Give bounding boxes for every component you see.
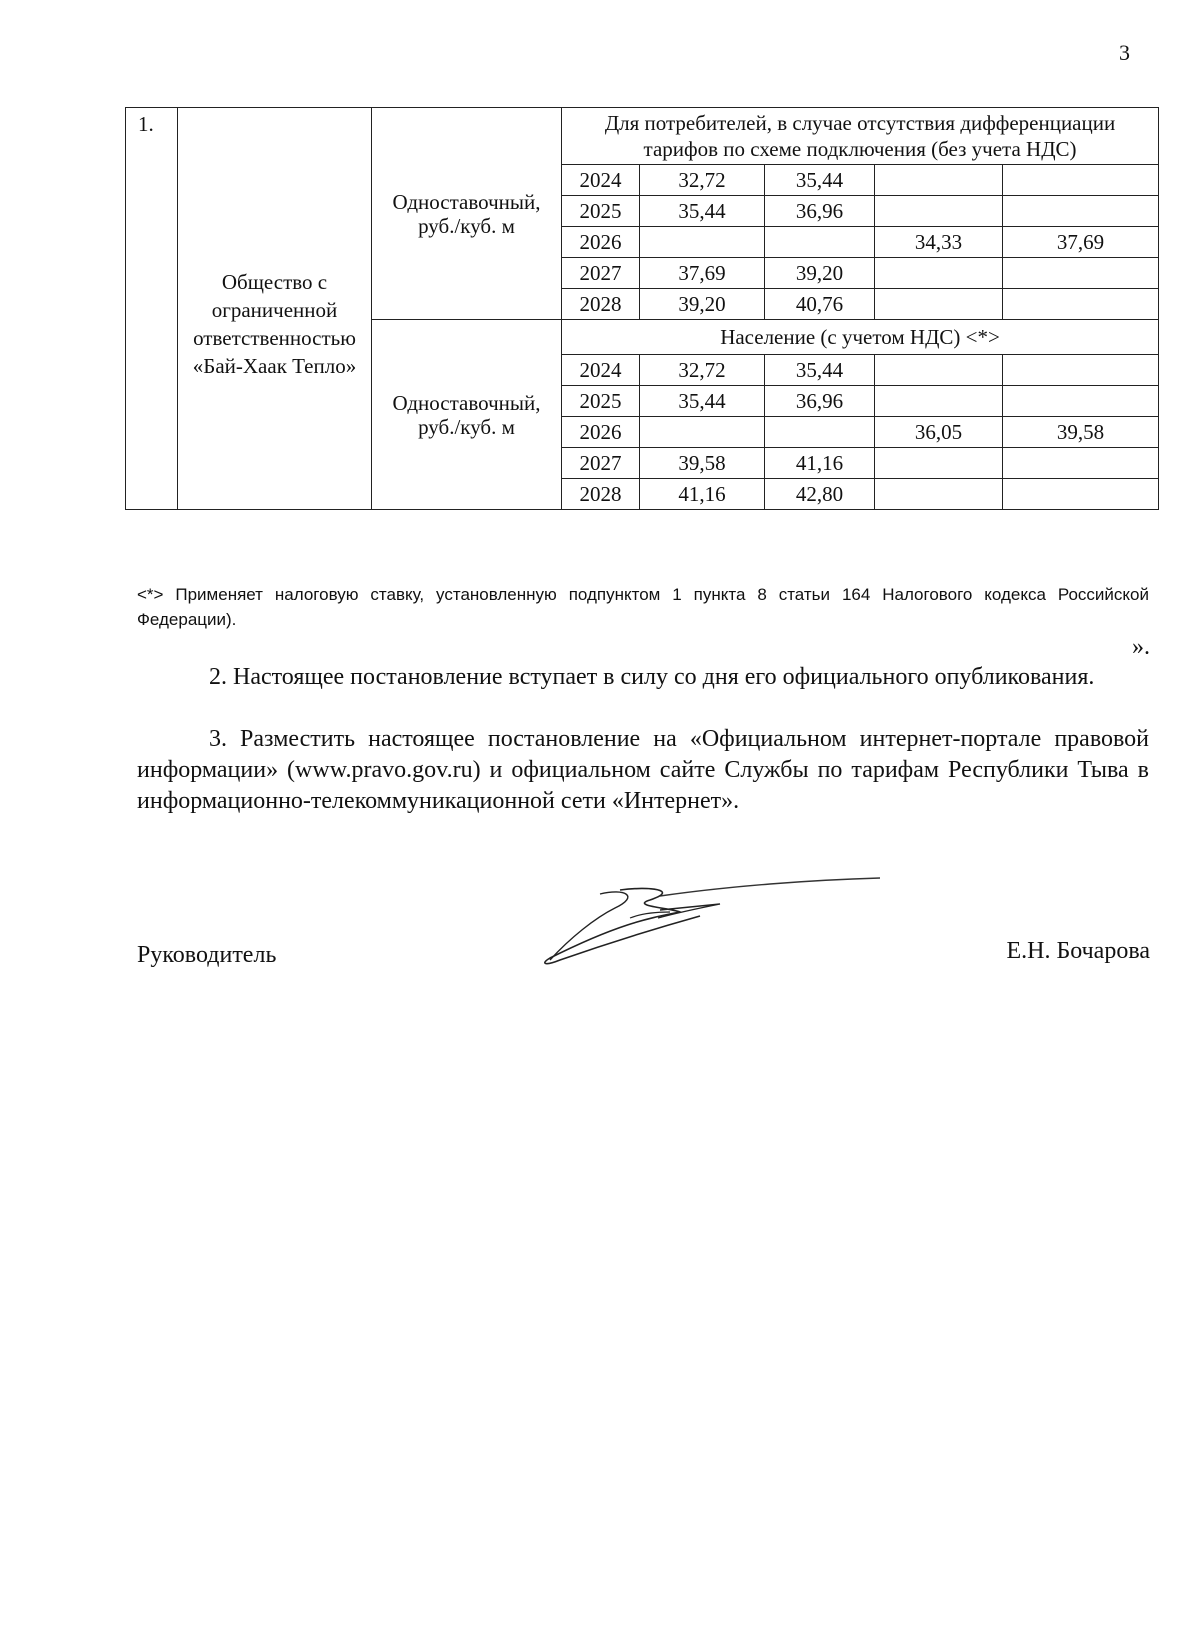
year-cell: 2027 bbox=[562, 258, 640, 289]
value-cell: 35,44 bbox=[640, 196, 765, 227]
page-number: 3 bbox=[1119, 40, 1130, 65]
paragraph-2: 2. Настоящее постановление вступает в силу со дня его официального опубликования. bbox=[209, 664, 1095, 690]
value-cell bbox=[765, 227, 875, 258]
year-cell: 2024 bbox=[562, 165, 640, 196]
value-cell bbox=[875, 479, 1003, 510]
tariff-type: Одноставочный, руб./куб. м bbox=[372, 320, 562, 510]
value-cell bbox=[765, 417, 875, 448]
table-row bbox=[126, 108, 1159, 165]
value-cell bbox=[875, 258, 1003, 289]
signer-title: Руководитель bbox=[137, 942, 277, 968]
value-cell bbox=[1003, 448, 1159, 479]
year-cell: 2028 bbox=[562, 289, 640, 320]
value-cell bbox=[1003, 258, 1159, 289]
value-cell: 34,33 bbox=[875, 227, 1003, 258]
signature-icon bbox=[530, 868, 890, 988]
tariff-type: Одноставочный, руб./куб. м bbox=[372, 108, 562, 320]
value-cell: 41,16 bbox=[640, 479, 765, 510]
year-cell: 2026 bbox=[562, 417, 640, 448]
year-cell: 2027 bbox=[562, 448, 640, 479]
year-cell: 2025 bbox=[562, 196, 640, 227]
group-header: Население (с учетом НДС) <*> bbox=[562, 320, 1159, 355]
value-cell bbox=[875, 165, 1003, 196]
value-cell: 39,58 bbox=[640, 448, 765, 479]
group-header: Для потребителей, в случае отсутствия дифференциации тарифов по схеме подключения (без учета НДС) bbox=[562, 108, 1159, 165]
value-cell bbox=[1003, 479, 1159, 510]
value-cell: 36,96 bbox=[765, 386, 875, 417]
year-cell: 2025 bbox=[562, 386, 640, 417]
value-cell: 36,96 bbox=[765, 196, 875, 227]
tariff-table bbox=[125, 107, 1159, 510]
paragraph-3: 3. Разместить настоящее постановление на «Официальном интернет-портале правовой информации» (www.pravo.gov.ru) и официальном сайте Службы по тарифам Республики Тыва в информационно-телекоммуникационной сети «Интернет». bbox=[137, 726, 1149, 814]
value-cell: 42,80 bbox=[765, 479, 875, 510]
row-index: 1. bbox=[126, 108, 178, 510]
value-cell bbox=[1003, 165, 1159, 196]
value-cell: 35,44 bbox=[640, 386, 765, 417]
value-cell: 37,69 bbox=[640, 258, 765, 289]
value-cell bbox=[875, 355, 1003, 386]
value-cell bbox=[1003, 355, 1159, 386]
value-cell: 39,20 bbox=[640, 289, 765, 320]
value-cell: 32,72 bbox=[640, 165, 765, 196]
organization-name: Общество с ограниченной ответственностью «Бай-Хаак Тепло» bbox=[178, 108, 372, 510]
year-cell: 2026 bbox=[562, 227, 640, 258]
value-cell bbox=[875, 196, 1003, 227]
signer-name: Е.Н. Бочарова bbox=[1006, 938, 1150, 964]
value-cell: 36,05 bbox=[875, 417, 1003, 448]
value-cell: 39,20 bbox=[765, 258, 875, 289]
value-cell: 40,76 bbox=[765, 289, 875, 320]
value-cell: 32,72 bbox=[640, 355, 765, 386]
value-cell: 37,69 bbox=[1003, 227, 1159, 258]
value-cell bbox=[640, 417, 765, 448]
value-cell: 41,16 bbox=[765, 448, 875, 479]
value-cell bbox=[1003, 386, 1159, 417]
value-cell bbox=[1003, 196, 1159, 227]
year-cell: 2024 bbox=[562, 355, 640, 386]
value-cell bbox=[1003, 289, 1159, 320]
footnote: <*> Применяет налоговую ставку, установленную подпунктом 1 пункта 8 статьи 164 Налогового кодекса Российской Федерации). bbox=[137, 585, 1149, 629]
value-cell: 35,44 bbox=[765, 355, 875, 386]
value-cell: 39,58 bbox=[1003, 417, 1159, 448]
year-cell: 2028 bbox=[562, 479, 640, 510]
value-cell bbox=[640, 227, 765, 258]
value-cell bbox=[875, 386, 1003, 417]
value-cell bbox=[875, 289, 1003, 320]
value-cell: 35,44 bbox=[765, 165, 875, 196]
closing-quote: ». bbox=[1132, 634, 1150, 660]
value-cell bbox=[875, 448, 1003, 479]
